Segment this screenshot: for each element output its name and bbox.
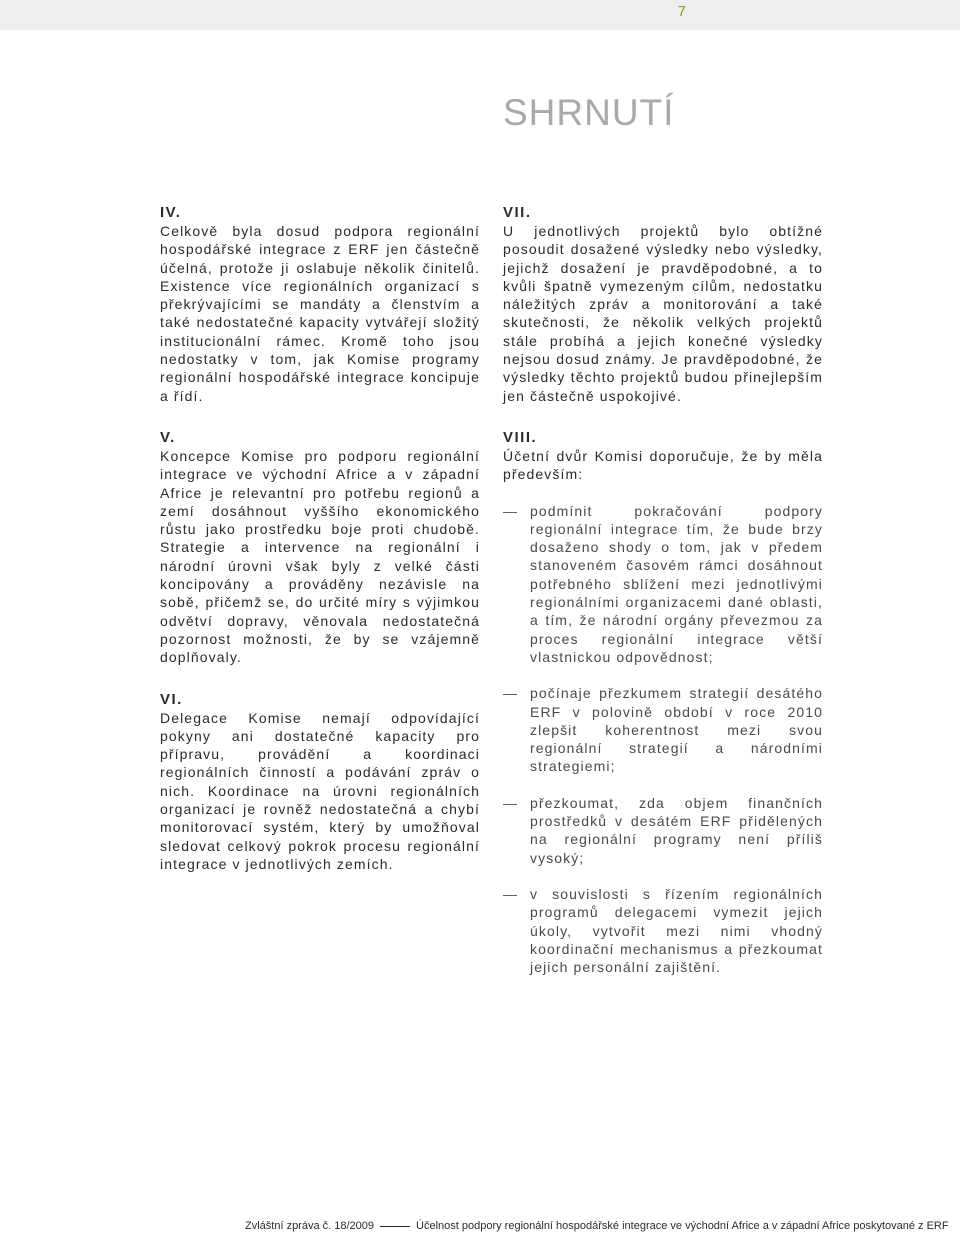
dash-bullet: — bbox=[503, 885, 517, 902]
header-bar bbox=[0, 0, 960, 30]
page-footer bbox=[245, 1220, 949, 1232]
left-column bbox=[160, 204, 480, 897]
section-iv bbox=[160, 204, 480, 405]
recommendation-text: přezkoumat, zda objem finančních prostředků v desátém ERF přidělených na regionální programy není příliš vysoký; bbox=[530, 794, 823, 866]
dash-bullet: — bbox=[503, 502, 517, 519]
recommendation-text: v souvislosti s řízením regionálních programů delegacemi vymezit jejich úkoly, vytvořit mezi nimi vhodný koordinační mechanismus a přezkoumat jejich personální zajištění. bbox=[530, 885, 823, 976]
section-number: V. bbox=[160, 428, 176, 446]
section-number: VI. bbox=[160, 690, 183, 708]
recommendation-text: počínaje přezkumem strategií desátého ERF v polovině období v roce 2010 zlepšit koherentnost mezi svou regionální strategií a národními strategiemi; bbox=[530, 685, 823, 775]
section-v bbox=[160, 429, 480, 667]
section-number: VIII. bbox=[503, 428, 538, 446]
list-item bbox=[503, 502, 823, 667]
footer-report-title: Účelnost podpory regionální hospodářské integrace ve východní Africe a v západní Africe poskytované z ERF bbox=[416, 1220, 949, 1232]
page-number: 7 bbox=[677, 3, 686, 20]
footer-separator bbox=[380, 1226, 410, 1227]
section-vi bbox=[160, 691, 480, 874]
section-vii bbox=[503, 204, 823, 405]
list-item bbox=[503, 684, 823, 775]
dash-bullet: — bbox=[503, 685, 517, 702]
section-text: U jednotlivých projektů bylo obtížné posoudit dosažené výsledky nebo výsledky, jejichž dosažení je pravděpodobné, a to kvůli špatně vymezeným cílům, nedostatku náležitých zpráv a monitorování a také skutečnosti, že několik velkých projektů stále probíhá a jejich konečné výsledky nejsou dosud známy. Je pravděpodobné, že výsledky těchto projektů budou přinejlepším jen částečně uspokojivé. bbox=[503, 223, 823, 404]
list-item bbox=[503, 885, 823, 976]
section-number: VII. bbox=[503, 204, 532, 221]
section-number: IV. bbox=[160, 204, 182, 221]
dash-bullet: — bbox=[503, 794, 517, 811]
list-item bbox=[503, 794, 823, 867]
page-title: SHRNUTÍ bbox=[503, 92, 675, 133]
footer-report-number: Zvláštní zpráva č. 18/2009 bbox=[245, 1220, 375, 1232]
recommendation-text: podmínit pokračování podpory regionální integrace tím, že bude brzy dosaženo shody o tom, jak v předem stanoveném časovém rámci dosáhnout potřebného sblížení mezi jednotlivými regionálními organizacemi dané oblasti, a tím, že národní orgány převezmou za proces regionální integrace větší vlastnickou odpovědnost; bbox=[530, 502, 823, 665]
section-text: Koncepce Komise pro podporu regionální integrace ve východní Africe a v západní Africe je relevantní pro potřebu regionů a zemí dosáhnout vyššího ekonomického růstu jako prostředku boje proti chudobě. Strategie a intervence na regionální i národní úrovni však byly z velké části koncipovány a prováděny nezávisle na sobě, přičemž se, do určité míry s výjimkou odvětví dopravy, věnovala nedostatečná pozornost možnosti, že by se vzájemně doplňovaly. bbox=[160, 447, 480, 666]
right-column bbox=[503, 204, 823, 1000]
section-text: Celkově byla dosud podpora regionální hospodářské integrace z ERF jen částečně účelná, protože ji oslabuje několik činitelů. Existence více regionálních organizací s překrývajícími se mandáty a členstvím a také nedostatečné kapacity vytvářejí složitý institucionální rámec. Kromě toho jsou nedostatky v tom, jak Komise programy regionální hospodářské integrace koncipuje a řídí. bbox=[160, 223, 480, 404]
section-viii bbox=[503, 429, 823, 976]
section-text: Delegace Komise nemají odpovídající pokyny ani dostatečné kapacity pro přípravu, provádění a koordinaci regionálních činností a podávání zpráv o nich. Koordinace na úrovni regionálních organizací je rovněž nedostatečná a chybí monitorovací systém, který by umožňoval sledovat celkový pokrok procesu regionální integrace v jednotlivých zemích. bbox=[160, 709, 480, 872]
recommendation-list bbox=[503, 502, 823, 977]
section-text: Účetní dvůr Komisi doporučuje, že by měla především: bbox=[503, 447, 823, 483]
